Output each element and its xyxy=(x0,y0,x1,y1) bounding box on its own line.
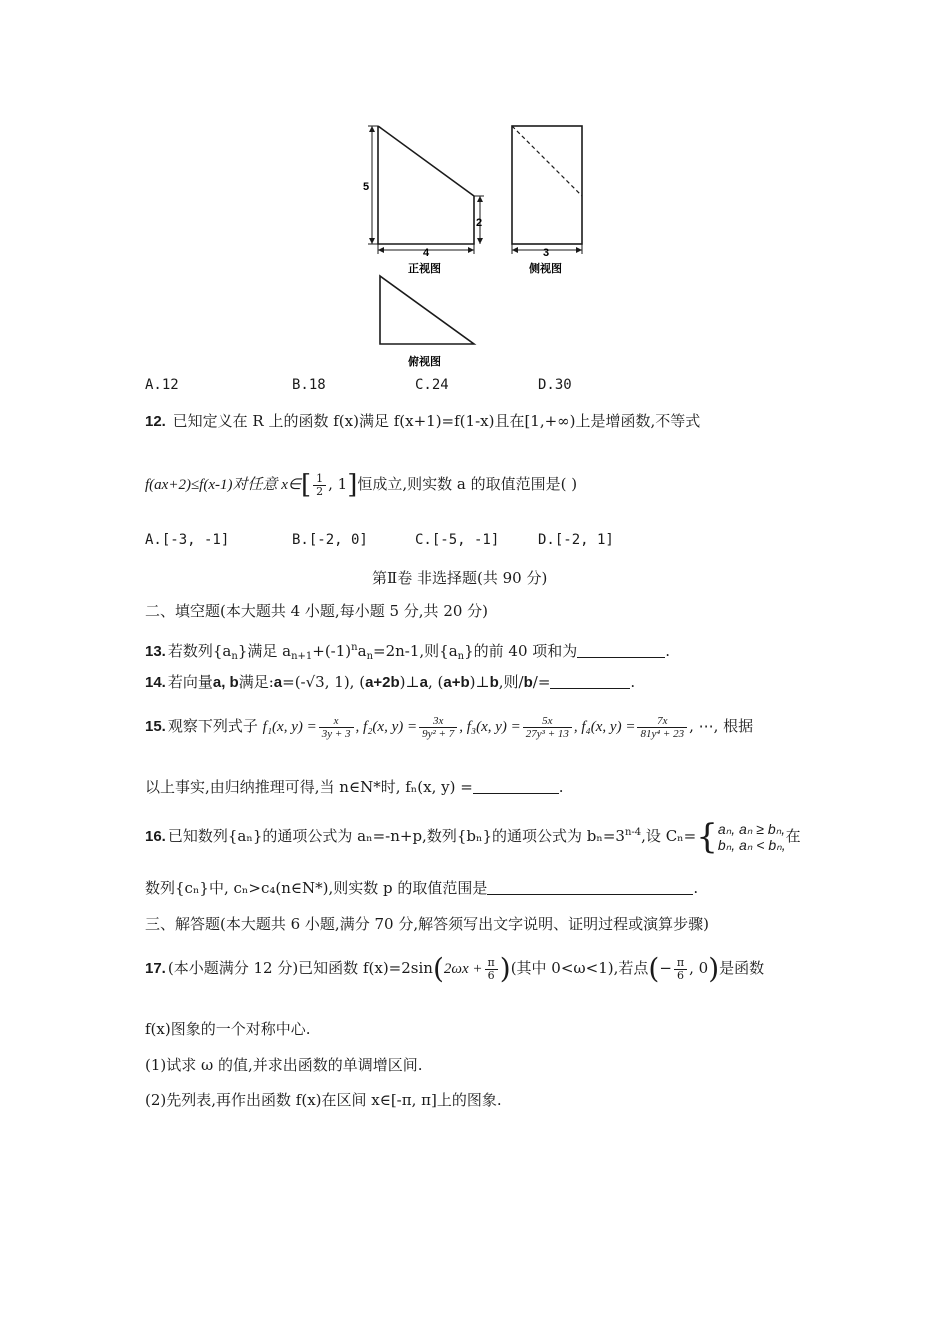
q15-answer-blank[interactable] xyxy=(473,778,559,794)
q11-choice-d: D.30 xyxy=(538,377,572,393)
q12-frac-num: 1 xyxy=(313,473,326,486)
dim-3-label: 3 xyxy=(543,247,550,259)
q15-f3-frac xyxy=(523,715,572,740)
q17-text-a: (本小题满分 12 分)已知函数 f(x)=2sin xyxy=(167,959,433,977)
q15-f4-frac xyxy=(637,715,687,740)
q12-frac-den: 2 xyxy=(316,484,324,498)
q13-text-f: }的前 40 项和为 xyxy=(464,642,578,660)
q14-text-a: 若向量 xyxy=(167,673,213,691)
q14-text-h: ,则/ xyxy=(498,673,524,691)
q12-choice-a: A.[-3, -1] xyxy=(145,532,230,548)
q16-answer-blank[interactable] xyxy=(487,879,693,895)
q15-f1-num: x xyxy=(319,715,354,728)
top-view-label: 俯视图 xyxy=(408,356,441,368)
q15-f1-den: 3y + 3 xyxy=(321,727,351,740)
q13-text-d: a xyxy=(357,642,367,660)
q15-line2 xyxy=(145,776,564,798)
q13-sup: n xyxy=(351,642,358,653)
q14-text-f: , ( xyxy=(427,673,444,691)
q14-text-d: , 1), ( xyxy=(324,673,366,691)
q14-a2b: a+2b xyxy=(365,674,400,691)
q16-end: . xyxy=(693,879,699,897)
q14-apb: a+b xyxy=(443,674,470,691)
q17-line2: f(x)图象的一个对称中心. xyxy=(145,1020,311,1038)
q16-case1: aₙ, aₙ ≥ bₙ, xyxy=(717,821,786,837)
q14-ab: a, b xyxy=(212,674,239,691)
q14-answer-blank[interactable] xyxy=(550,673,630,689)
q15-f2-num: 3x xyxy=(419,715,457,728)
q15-f2-den: 9y² + 7 xyxy=(422,727,455,740)
q15-number: 15. xyxy=(145,718,166,735)
section2-heading: 二、填空题(本大题共 4 小题,每小题 5 分,共 20 分) xyxy=(145,602,489,620)
q17-paren-left: ( xyxy=(432,952,444,985)
q14-number: 14. xyxy=(145,674,166,691)
q11-choice-a: A.12 xyxy=(145,377,179,393)
front-view-label: 正视图 xyxy=(408,263,441,275)
q17-pt-six: 6 xyxy=(677,968,685,982)
side-view xyxy=(512,126,582,275)
q13-text-e: =2n-1,则{a xyxy=(373,642,458,660)
front-view xyxy=(363,126,484,275)
q12-bracket-left: [ xyxy=(300,470,312,500)
q17-six: 6 xyxy=(487,968,495,982)
q14-text-b: 满足: xyxy=(238,673,274,691)
q17-pt-zero: , 0 xyxy=(689,959,709,977)
q15-line1 xyxy=(145,708,753,744)
q15-f2-frac xyxy=(419,715,457,740)
q17-part2: (2)先列表,再作出函数 f(x)在区间 x∈[-π, π]上的图象. xyxy=(145,1091,502,1109)
q16-number: 16. xyxy=(145,828,166,845)
top-view xyxy=(380,276,474,368)
q17-pi: π xyxy=(485,957,498,970)
q17-arg: 2ωx + xyxy=(443,961,483,977)
q14-text-g: )⊥ xyxy=(469,673,490,691)
side-view-label: 侧视图 xyxy=(529,263,562,275)
q12-number: 12. xyxy=(145,413,166,430)
q13-text-c: +(-1) xyxy=(312,642,352,660)
q15-f4: , f₄(x, y) = xyxy=(573,719,636,735)
q13-text-a: 若数列{a xyxy=(167,642,232,660)
q15-text-line2: 以上事实,由归纳推理可得,当 n∈N*时, fₙ(x, y) = xyxy=(145,778,473,796)
q14-sqrt3: √3 xyxy=(305,673,325,691)
q17-pt-paren-left: ( xyxy=(648,952,660,985)
q16-text-c: 在 xyxy=(785,827,801,845)
q15-text-a: 观察下列式子 xyxy=(167,717,258,735)
q14-end: . xyxy=(630,673,636,691)
q12-fraction xyxy=(313,473,326,498)
q13-sub-2: n+1 xyxy=(291,651,313,662)
q17-paren-right: ) xyxy=(499,952,511,985)
q16-text-a: 已知数列{aₙ}的通项公式为 aₙ=-n+p,数列{bₙ}的通项公式为 bₙ=3 xyxy=(167,827,625,845)
q13-sub-1: n xyxy=(231,651,238,662)
q16-cases xyxy=(718,821,786,853)
q15-f1-frac xyxy=(319,715,354,740)
q14-b: b xyxy=(489,674,499,691)
dim-2-label: 2 xyxy=(476,217,483,229)
q12-text-2a: f(ax+2)≤f(x-1)对任意 x∈ xyxy=(145,477,301,493)
q13-text-b: }满足 a xyxy=(237,642,292,660)
q17-pt-paren-right: ) xyxy=(708,952,720,985)
q12-text-1: 已知定义在 R 上的函数 f(x)满足 f(x+1)=f(1-x)且在[1,+∞)上是增函数,不等式 xyxy=(172,412,701,430)
q13-number: 13. xyxy=(145,643,166,660)
q12-line1 xyxy=(145,410,700,433)
section3-heading: 三、解答题(本大题共 6 小题,满分 70 分,解答须写出文字说明、证明过程或演算步骤) xyxy=(145,915,709,933)
q16-case2: bₙ, aₙ < bₙ, xyxy=(717,837,786,853)
q15-end: . xyxy=(558,778,564,796)
q14-b-2: b xyxy=(523,674,533,691)
q14-a: a xyxy=(273,674,283,691)
q17-pi-over-6 xyxy=(485,957,498,982)
q15-f2: , f₂(x, y) = xyxy=(355,719,418,735)
q17-text-c: 是函数 xyxy=(719,959,765,977)
q12-line2 xyxy=(145,466,577,502)
q15-f4-num: 7x xyxy=(637,715,687,728)
q17-part1: (1)试求 ω 的值,并求出函数的单调增区间. xyxy=(145,1056,423,1074)
q16-line2 xyxy=(145,877,698,899)
q15-text-b: , ⋯, 根据 xyxy=(689,717,754,735)
q15-f3-den: 27y³ + 13 xyxy=(525,727,569,740)
q12-choice-c: C.[-5, -1] xyxy=(415,532,500,548)
q17-number: 17. xyxy=(145,960,166,977)
q17-line1 xyxy=(145,950,764,986)
q14-a-2: a xyxy=(419,674,428,691)
q13-sub-3: n xyxy=(366,651,374,662)
q14-text-c: =(- xyxy=(282,673,306,691)
q12-bracket-right: ] xyxy=(347,470,358,500)
q16-text-b: ,设 Cₙ= xyxy=(641,827,697,845)
q13-answer-blank[interactable] xyxy=(577,642,665,658)
q12-choice-d: D.[-2, 1] xyxy=(538,532,614,548)
q14-text-e: )⊥ xyxy=(399,673,420,691)
q12-text-2b: 恒成立,则实数 a 的取值范围是( ) xyxy=(357,475,578,493)
q15-f3-num: 5x xyxy=(523,715,572,728)
q13-end: . xyxy=(665,642,671,660)
q17-pt-frac xyxy=(674,957,687,982)
q16-brace: { xyxy=(696,817,718,857)
q16-line1 xyxy=(145,813,801,857)
dim-5-label: 5 xyxy=(363,181,370,193)
q14-line xyxy=(145,671,635,694)
q15-f4-den: 81y⁴ + 23 xyxy=(640,727,685,740)
q17-pt-minus: − xyxy=(659,959,672,977)
q12-choice-b: B.[-2, 0] xyxy=(292,532,368,548)
q14-text-i: /= xyxy=(532,673,551,691)
q12-interval-right: , 1 xyxy=(328,475,348,493)
q11-choice-b: B.18 xyxy=(292,377,326,393)
q17-pt-pi: π xyxy=(674,957,687,970)
part2-title: 第Ⅱ卷 非选择题(共 90 分) xyxy=(372,569,548,587)
q15-f3: , f₃(x, y) = xyxy=(459,719,521,735)
q11-choice-c: C.24 xyxy=(415,377,449,393)
q15-f1: f₁(x, y) = xyxy=(262,719,317,735)
q16-sup: n-4 xyxy=(624,827,642,838)
q16-text-line2: 数列{cₙ}中, cₙ>c₄(n∈N*),则实数 p 的取值范围是 xyxy=(145,879,488,897)
q13-line xyxy=(145,637,670,668)
dim-4-label: 4 xyxy=(423,247,430,259)
q17-text-b: (其中 0<ω<1),若点 xyxy=(510,959,649,977)
three-view-figure xyxy=(360,118,600,376)
q13-sub-4: n xyxy=(457,651,465,662)
